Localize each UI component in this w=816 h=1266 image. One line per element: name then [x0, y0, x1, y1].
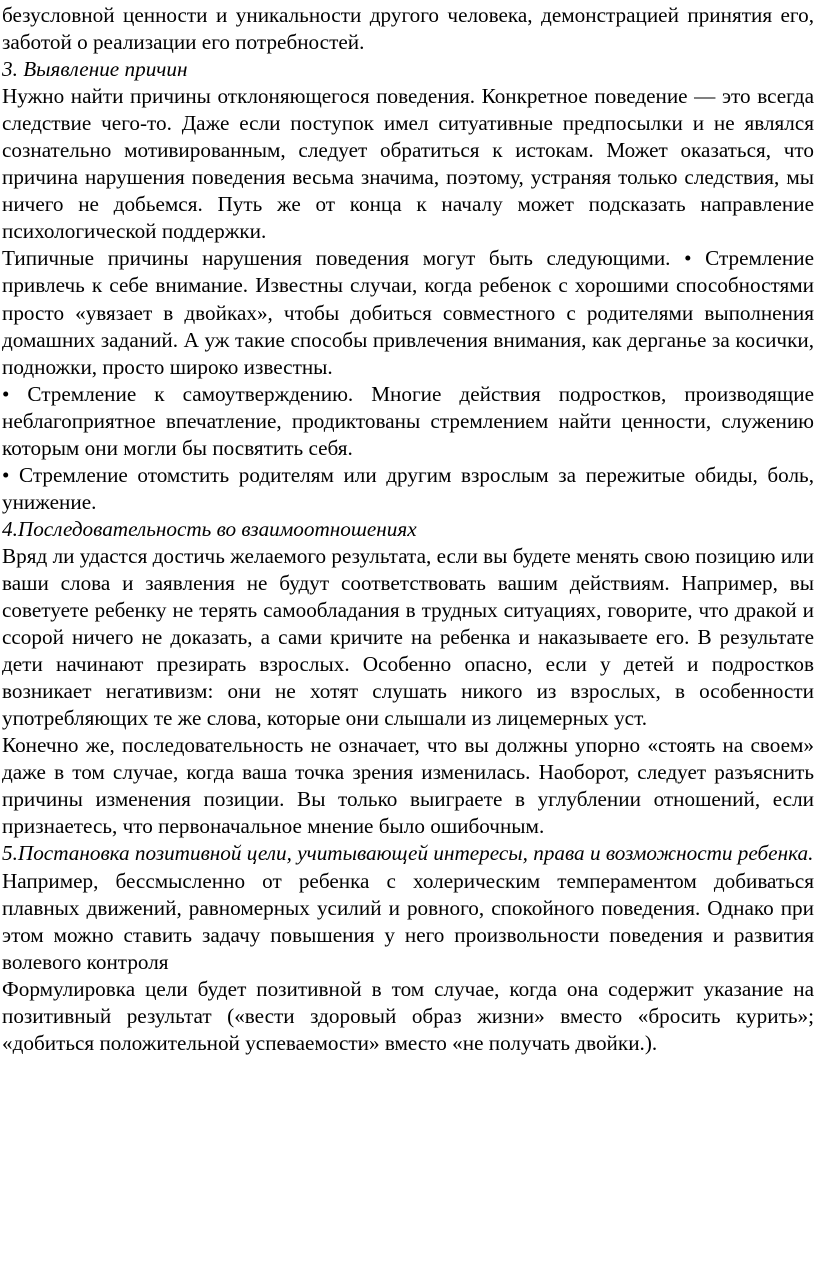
- section-heading-5: 5.Постановка позитивной цели, учитывающей интересы, права и возможности ребенка.: [2, 841, 814, 866]
- paragraph-positive-goal: Формулировка цели будет позитивной в том случае, когда она содержит указание на позитивный результат («вести здоровый образ жизни» вместо «бросить курить»; «добиться положительной успеваемости» вместо «не получать двойки.).: [2, 976, 814, 1055]
- section-heading-4: 4.Последовательность во взаимоотношениях: [2, 516, 417, 541]
- paragraph-choleric-example: Например, бессмысленно от ребенка с холерическим темпераментом добиваться плавных движений, равномерных усилий и ровного, спокойного поведения. Однако при этом можно ставить задачу повышения у него произвольности поведения и развития волевого контроля: [2, 868, 814, 974]
- paragraph-intro-continuation: безусловной ценности и уникальности другого человека, демонстрацией принятия его, заботой о реализации его потребностей.: [2, 3, 814, 55]
- paragraph-finding-causes: Нужно найти причины отклоняющегося поведения. Конкретное поведение — это всегда следствие чего-то. Даже если поступок имел ситуативные предпосылки и не являлся сознательно мотивированным, следует обратиться к истокам. Может оказаться, что причина нарушения поведения весьма значима, поэтому, устраняя только следствия, мы ничего не добьемся. Путь же от конца к началу может подсказать направление психологической поддержки.: [2, 84, 814, 244]
- paragraph-typical-causes: Типичные причины нарушения поведения могут быть следующими. • Стремление привлечь к себе внимание. Известны случаи, когда ребенок с хорошими способностями просто «увязает в двойках», чтобы добиться совместного с родителями выполнения домашних заданий. А уж такие способы привлечения внимания, как дерганье за косички, подножки, просто широко известны.: [2, 246, 814, 379]
- section-heading-3: 3. Выявление причин: [2, 57, 188, 82]
- paragraph-self-assertion: • Стремление к самоутверждению. Многие действия подростков, производящие неблагоприятное впечатление, продиктованы стремлением найти ценности, служению которым они могли бы посвятить себя.: [2, 381, 814, 460]
- paragraph-consistency: Вряд ли удастся достичь желаемого результата, если вы будете менять свою позицию или ваши слова и заявления не будут соответствовать вашим действиям. Например, вы советуете ребенку не терять самообладания в трудных ситуациях, говорите, что дракой и ссорой ничего не доказать, а сами кричите на ребенка и наказываете его. В результате дети начинают презирать взрослых. Особенно опасно, если у детей и подростков возникает негативизм: они не хотят слушать никого из взрослых, в особенности употребляющих те же слова, которые они слышали из лицемерных уст.: [2, 543, 814, 731]
- paragraph-revenge: • Стремление отомстить родителям или другим взрослым за пережитые обиды, боль, унижение.: [2, 462, 814, 514]
- paragraph-changing-position: Конечно же, последовательность не означает, что вы должны упорно «стоять на своем» даже в том случае, когда ваша точка зрения изменилась. Наоборот, следует разъяснить причины изменения позиции. Вы только выиграете в углублении отношений, если признаетесь, что первоначальное мнение было ошибочным.: [2, 733, 814, 839]
